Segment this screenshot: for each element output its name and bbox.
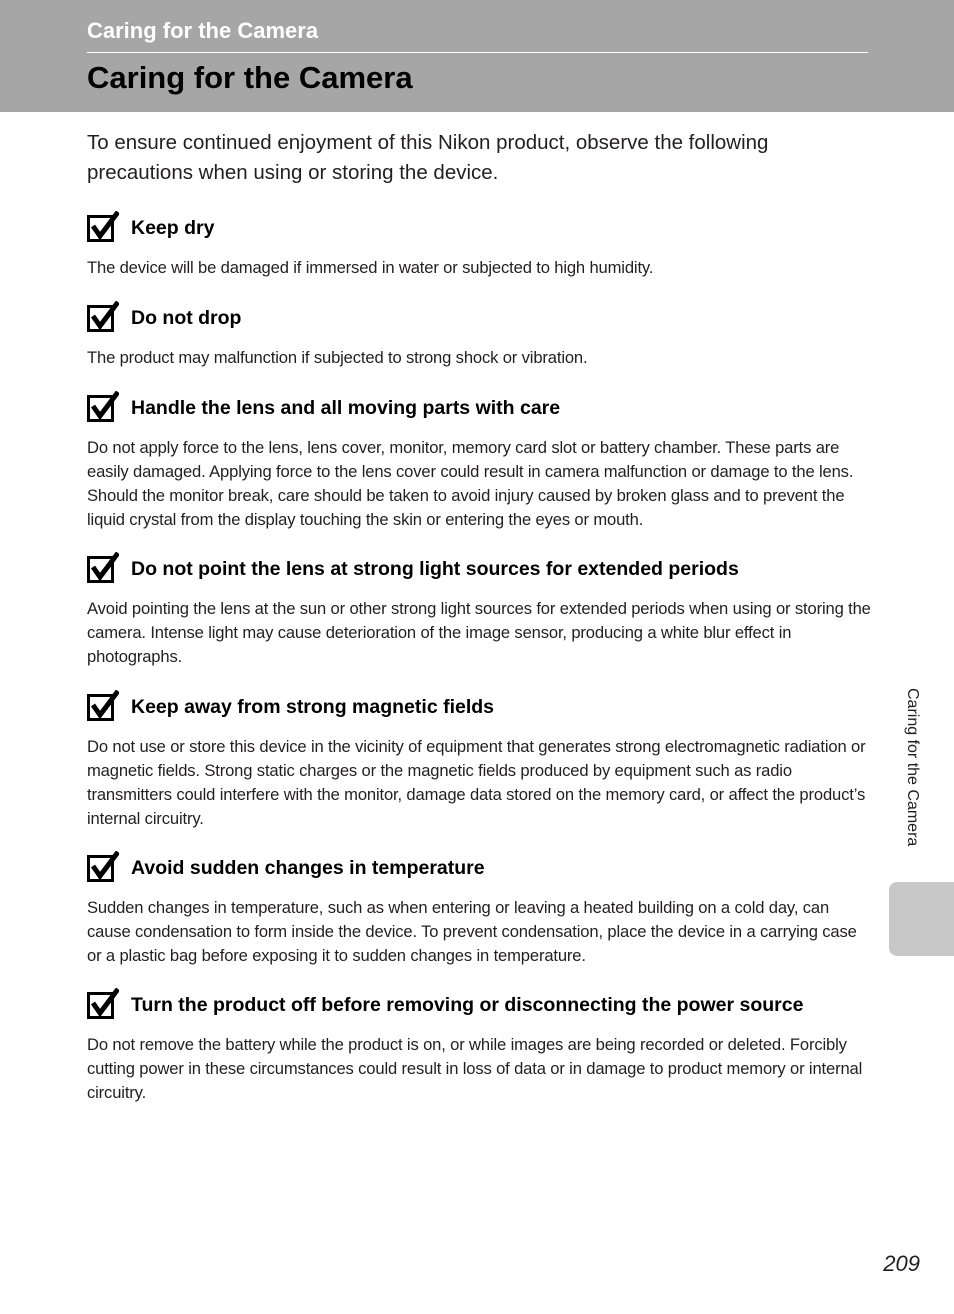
checkmark-note-icon <box>87 391 119 423</box>
section-body: Sudden changes in temperature, such as when entering or leaving a heated building on a cold day, can cause condensation to form inside the device. To prevent condensation, place the device in a carrying case or a plastic bag before exposing it to sudden changes in temperature. <box>87 898 857 965</box>
checkmark-note-icon <box>87 690 119 722</box>
section-title: Do not point the lens at strong light sources for extended periods <box>131 558 739 580</box>
section-subtitle: Caring for the Camera <box>87 18 319 43</box>
header-band <box>0 0 954 112</box>
intro-paragraph: To ensure continued enjoyment of this Nikon product, observe the following precautions when using or storing the device. <box>87 131 769 184</box>
section-title: Keep away from strong magnetic fields <box>131 696 495 718</box>
side-chapter-label: Caring for the Camera <box>904 688 921 847</box>
section-do-not-drop <box>87 301 872 370</box>
checkmark-note-icon <box>87 552 119 584</box>
section-magnetic-fields <box>87 690 872 831</box>
chapter-tab <box>889 882 954 956</box>
section-title: Turn the product off before removing or disconnecting the power source <box>131 994 804 1016</box>
section-title: Avoid sudden changes in temperature <box>131 857 485 879</box>
section-body: Avoid pointing the lens at the sun or other strong light sources for extended periods when using or storing the camera. Intense light may cause deterioration of the image sensor, producing a white blur effect in photographs. <box>87 599 871 666</box>
section-handle-lens <box>87 391 872 532</box>
section-body: The product may malfunction if subjected to strong shock or vibration. <box>87 348 588 367</box>
section-power-source <box>87 988 872 1105</box>
section-title: Keep dry <box>131 217 215 239</box>
checkmark-note-icon <box>87 301 119 333</box>
section-body: Do not remove the battery while the product is on, or while images are being recorded or deleted. Forcibly cutting power in these circumstances could result in loss of data or in damage to product memory or internal circuitry. <box>87 1035 863 1102</box>
section-temperature <box>87 851 872 968</box>
header-divider <box>87 52 868 53</box>
section-strong-light <box>87 552 872 669</box>
checkmark-note-icon <box>87 988 119 1020</box>
section-body: Do not use or store this device in the vicinity of equipment that generates strong electromagnetic radiation or magnetic fields. Strong static charges or the magnetic fields produced by equipment such as radio transmitters could interfere with the monitor, damage data stored on the memory card, or affect the product’s internal circuitry. <box>87 737 866 828</box>
section-keep-dry <box>87 211 872 280</box>
page-title: Caring for the Camera <box>87 60 413 95</box>
section-title: Do not drop <box>131 307 242 329</box>
checkmark-note-icon <box>87 211 119 243</box>
checkmark-note-icon <box>87 851 119 883</box>
section-body: Do not apply force to the lens, lens cover, monitor, memory card slot or battery chamber. These parts are easily damaged. Applying force to the lens cover could result in camera malfunction or damage to the lens. Should the monitor break, care should be taken to avoid injury caused by broken glass and to prevent the liquid crystal from the display touching the skin or entering the eyes or mouth. <box>87 438 854 529</box>
section-title: Handle the lens and all moving parts with care <box>131 397 561 419</box>
page-number: 209 <box>883 1251 920 1276</box>
section-body: The device will be damaged if immersed in water or subjected to high humidity. <box>87 258 654 277</box>
